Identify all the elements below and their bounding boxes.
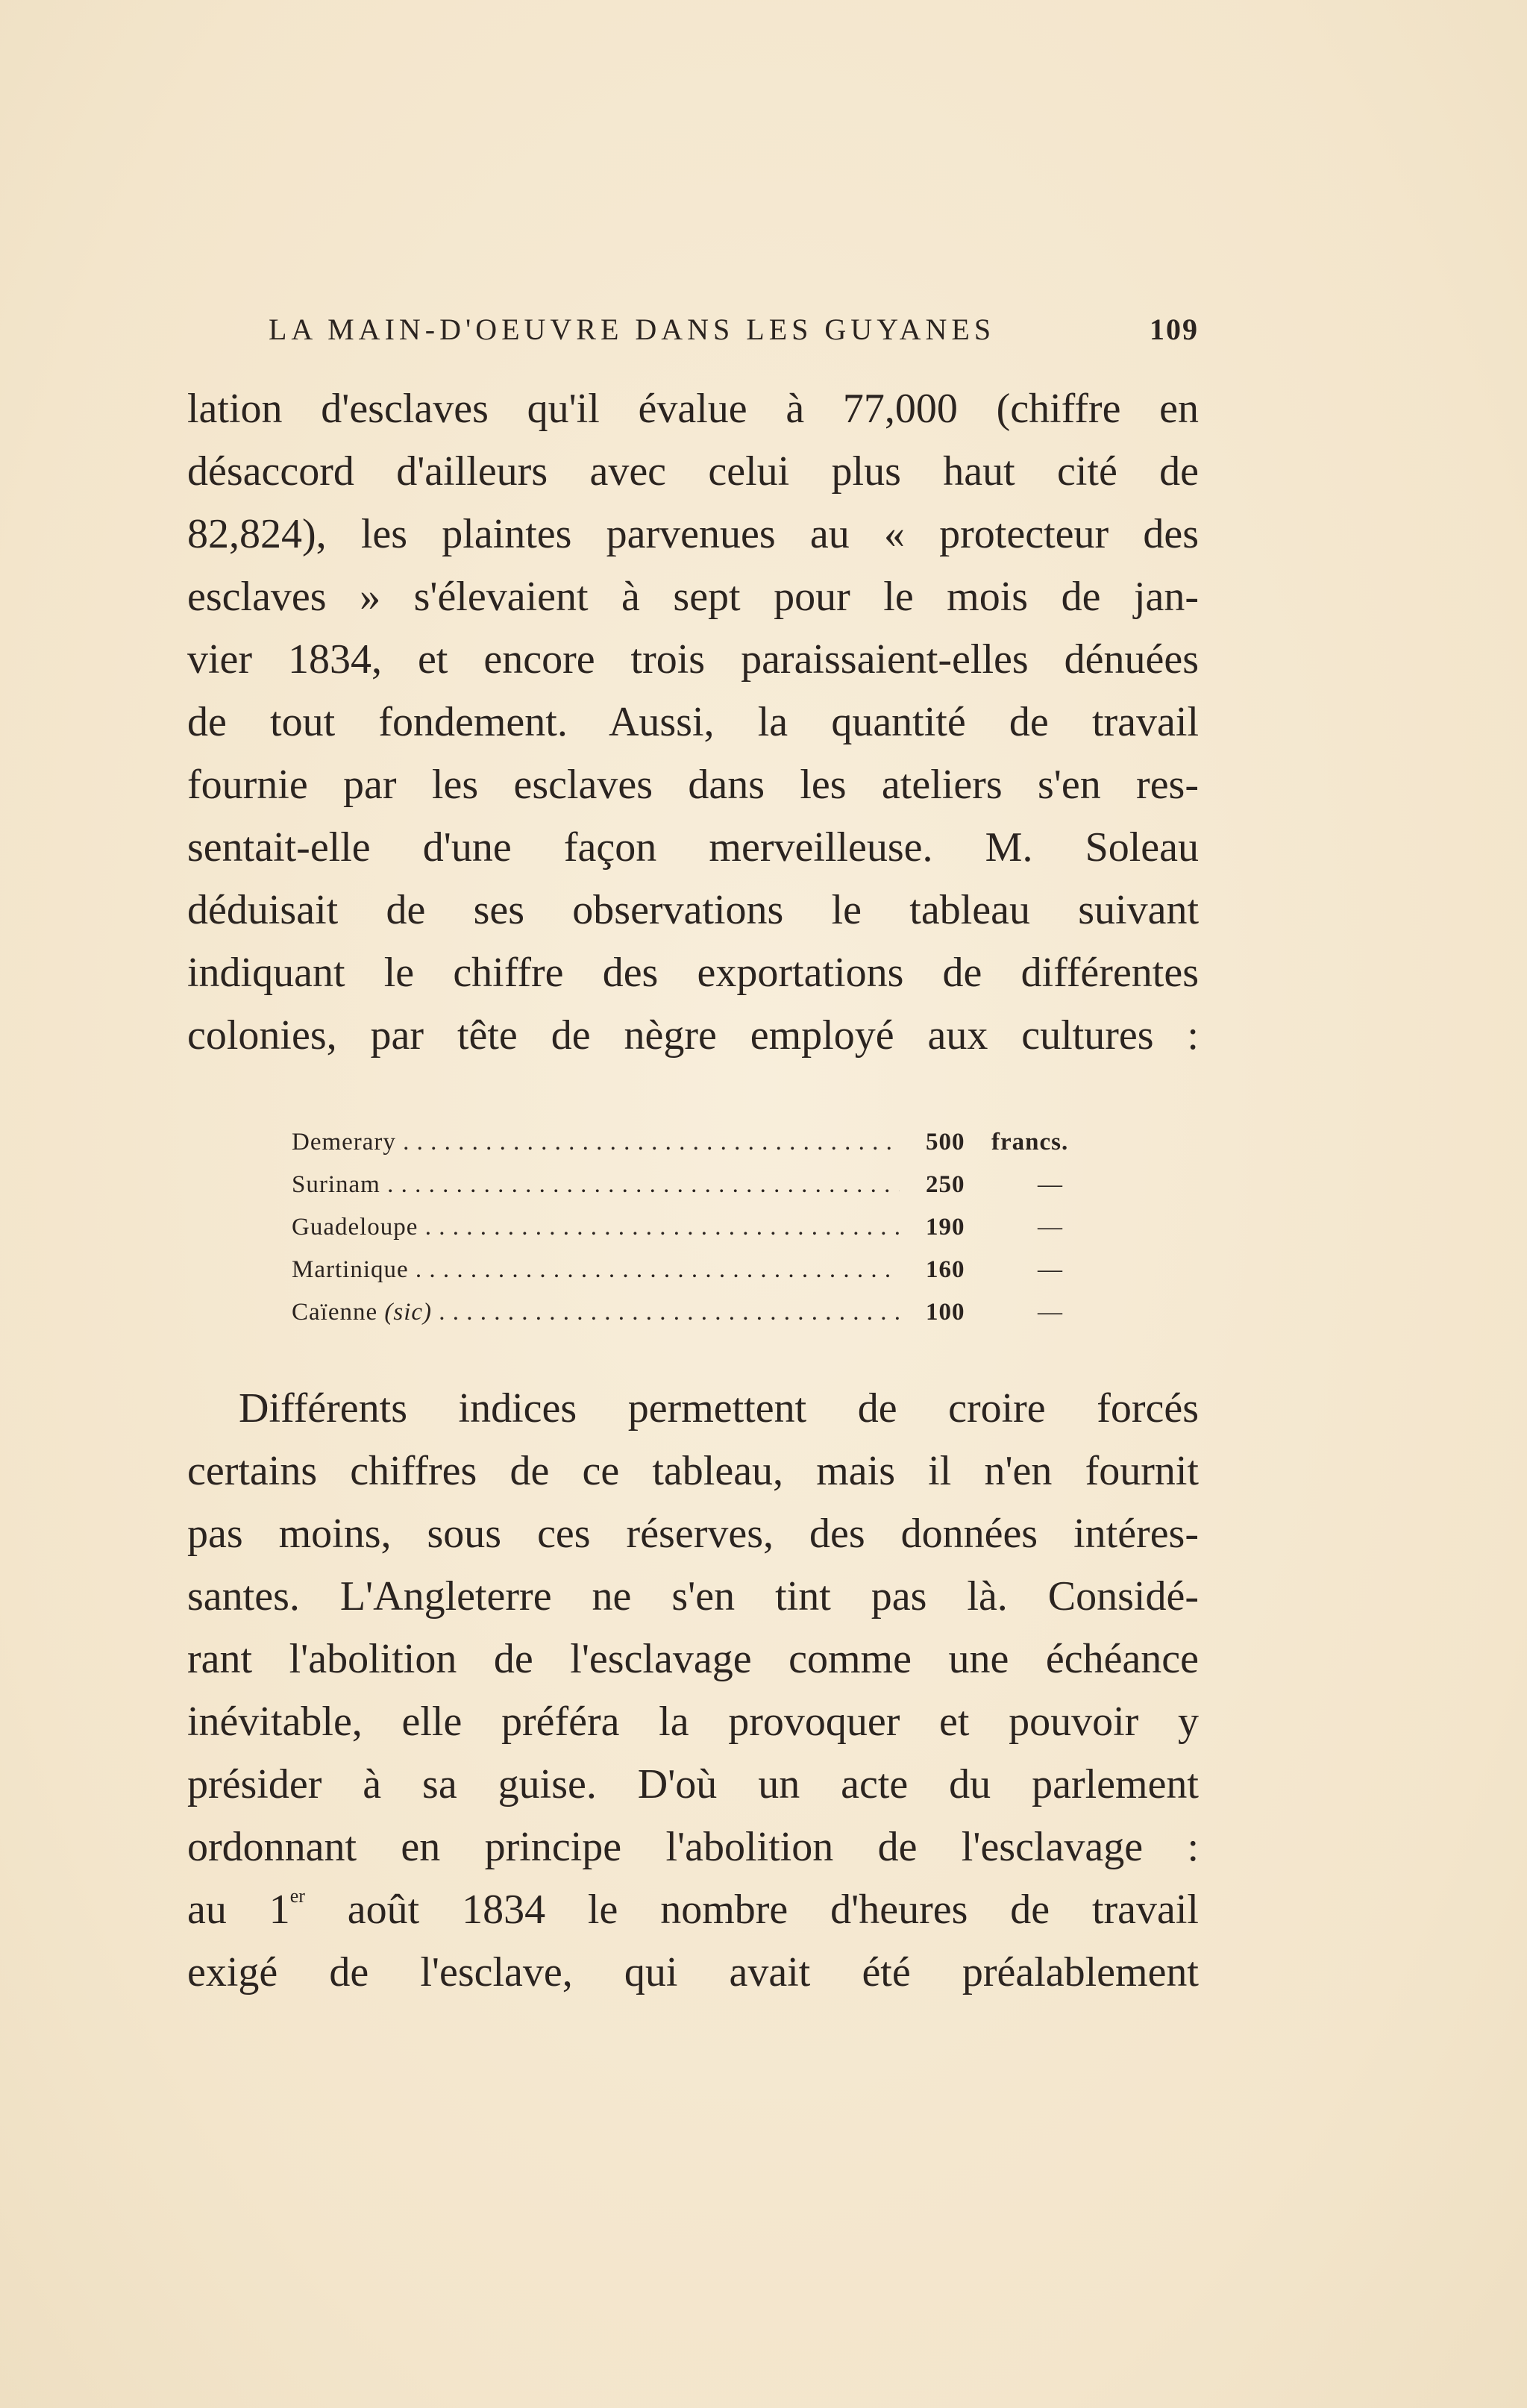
running-title: LA MAIN-D'OEUVRE DANS LES GUYANES: [269, 313, 996, 346]
unit-label: francs.: [991, 1129, 1069, 1156]
colony-name: Martinique . . .: [292, 1249, 900, 1291]
colony-name: Caïenne (sic) . . .: [292, 1291, 900, 1334]
ditto-mark: —: [1038, 1299, 1063, 1326]
colony-name: Demerary . . .: [292, 1121, 900, 1164]
text-line: inévitable, elle préféra la provoquer et pouvoir y: [187, 1699, 1199, 1745]
text-line: 82,824), les plaintes parvenues au « protecteur des: [187, 511, 1199, 557]
text-line: santes. L'Angleterre ne s'en tint pas là. Considé-: [187, 1573, 1199, 1620]
export-value: 160: [926, 1256, 965, 1283]
text-line: indiquant le chiffre des exportations de différentes: [187, 950, 1199, 996]
text-line: désaccord d'ailleurs avec celui plus haut cité de: [187, 448, 1199, 495]
ditto-mark: —: [1038, 1214, 1063, 1241]
text-line: lation d'esclaves qu'il évalue à 77,000 (chiffre en: [187, 386, 1199, 432]
text-line: sentait-elle d'une façon merveilleuse. M. Soleau: [187, 824, 1199, 871]
text-line: fournie par les esclaves dans les ateliers s'en res-: [187, 762, 1199, 808]
table-row: [292, 1249, 1097, 1291]
text-line: au 1er août 1834 le nombre d'heures de travail: [187, 1886, 1199, 1933]
export-value: 190: [926, 1214, 965, 1241]
colony-name: Surinam . . .: [292, 1164, 900, 1206]
table-row: [292, 1121, 1097, 1164]
text-line: Différents indices permettent de croire forcés: [239, 1385, 1199, 1432]
text-line: exigé de l'esclave, qui avait été préalablement: [187, 1949, 1199, 1995]
table-row: [292, 1291, 1097, 1334]
colony-name: Guadeloupe . . .: [292, 1206, 900, 1249]
text-line: présider à sa guise. D'où un acte du parlement: [187, 1761, 1199, 1807]
text-line: certains chiffres de ce tableau, mais il n'en fournit: [187, 1448, 1199, 1494]
superscript-er: er: [289, 1886, 305, 1907]
running-header: [269, 312, 1199, 347]
ditto-mark: —: [1038, 1256, 1063, 1283]
export-value: 100: [926, 1299, 965, 1326]
text-line: ordonnant en principe l'abolition de l'esclavage :: [187, 1824, 1199, 1870]
text-line: colonies, par tête de nègre employé aux cultures :: [187, 1012, 1199, 1059]
text-line: rant l'abolition de l'esclavage comme une échéance: [187, 1636, 1199, 1682]
export-value: 500: [926, 1129, 965, 1156]
sic-note: (sic): [384, 1299, 433, 1326]
text-line: déduisait de ses observations le tableau suivant: [187, 887, 1199, 933]
page-number: 109: [1150, 313, 1199, 346]
ditto-mark: —: [1038, 1171, 1063, 1198]
export-value: 250: [926, 1171, 965, 1198]
table-row: [292, 1164, 1097, 1206]
text-line: pas moins, sous ces réserves, des données intéres-: [187, 1511, 1199, 1557]
text-line: vier 1834, et encore trois paraissaient-elles dénuées: [187, 636, 1199, 683]
exports-table: [292, 1121, 1097, 1334]
text-line: esclaves » s'élevaient à sept pour le mois de jan-: [187, 574, 1199, 620]
text-line: de tout fondement. Aussi, la quantité de travail: [187, 699, 1199, 745]
table-row: [292, 1206, 1097, 1249]
